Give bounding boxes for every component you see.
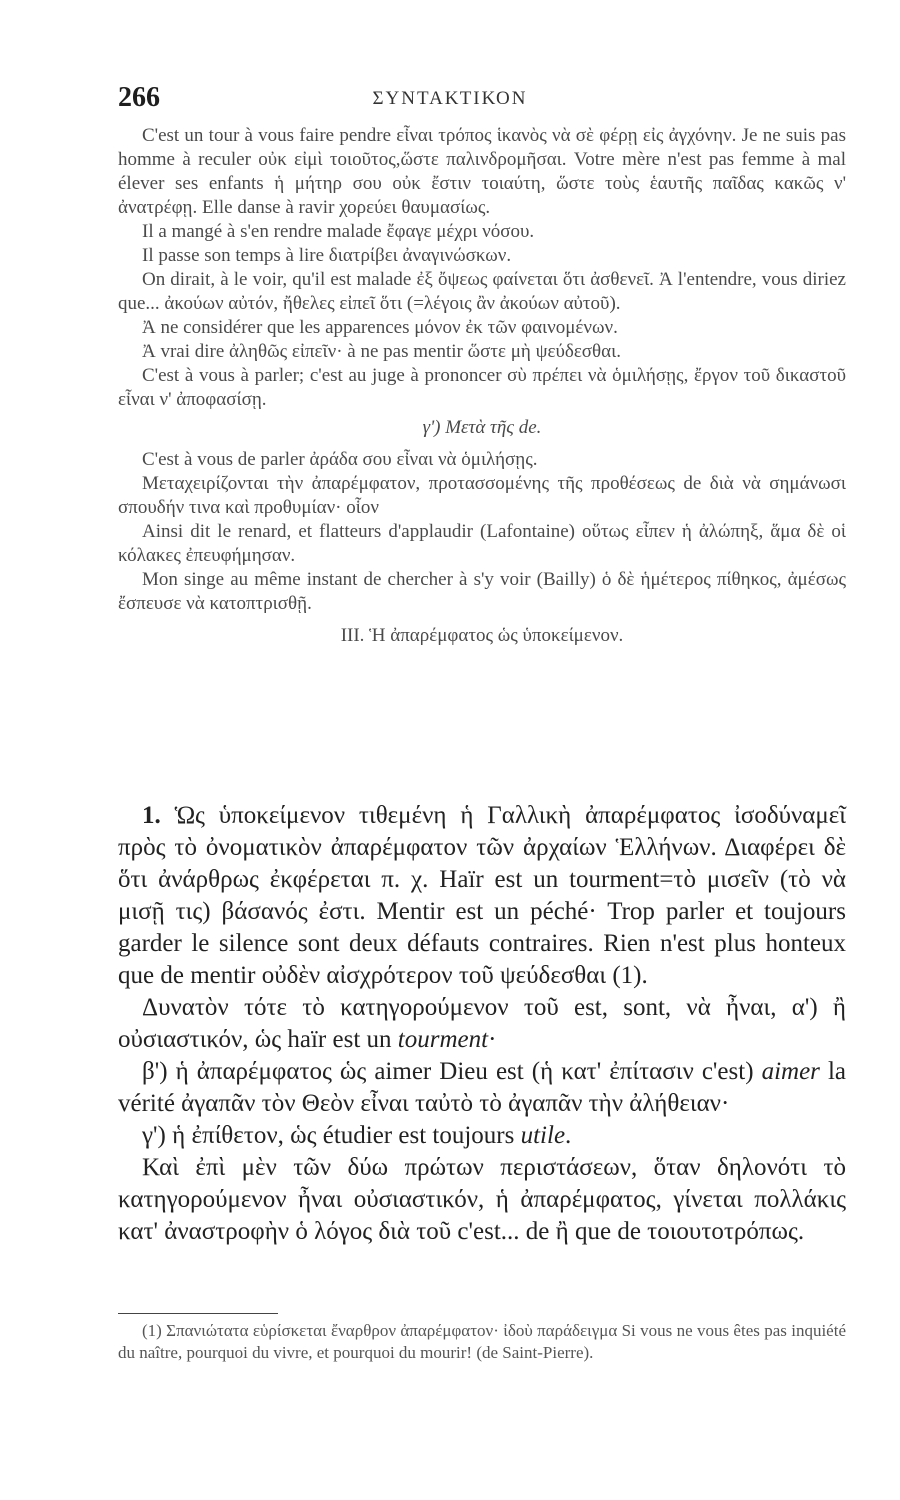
paragraph (118, 1056, 846, 1120)
text-run: γ') ἡ ἐπίθετον, ὡς étudier est toujours (142, 1122, 521, 1149)
footnote-rule (118, 1313, 278, 1314)
italic-word: utile (520, 1122, 566, 1149)
paragraph-number: 1. (142, 802, 161, 829)
paragraph: Ainsi dit le renard, et flatteurs d'applaudir (Lafontaine) οὕτως εἶπεν ἡ ἀλώπηξ, ἅμα δὲ οἱ κόλακες ἐπευφήμησαν. (118, 521, 846, 566)
text-run: β') ἡ ἀπαρέμφατος ὡς aimer Dieu est (ἡ κατ' ἐπίτασιν c'est) (142, 1058, 762, 1085)
paragraph (118, 1120, 846, 1152)
paragraph-text: Ὡς ὑποκείμενον τιθεμένη ἡ Γαλλικὴ ἀπαρέμφατος ἰσοδύναμεῖ πρὸς τὸ ὀνοματικὸν ἀπαρέμφατον τῶν ἀρχαίων Ἑλλήνων. Διαφέρει δὲ ὅτι ἀνάρθρως ἐκφέρεται π. χ. Haïr est un tourment=τὸ μισεῖν (τὸ νὰ μισῇ τις) βάσανός ἐστι. Mentir est un péché· Trop parler et toujours garder le silence sont deux défauts contraires. Rien n'est plus honteux que de mentir οὐδὲν αἰσχρότερον τοῦ ψεύδεσθαι (1). (118, 802, 847, 989)
section-heading: ΙΙΙ. Ἡ ἀπαρέμφατος ὡς ὑποκείμενον. (340, 625, 624, 646)
text-run: la vérité ἀγαπᾶν τὸν Θεὸν εἶναι ταὐτὸ τὸ ἀγαπᾶν τὴν ἀλήθειαν· (118, 1058, 846, 1117)
paragraph (118, 992, 846, 1056)
paragraph: C'est à vous à parler; c'est au juge à prononcer σὺ πρέπει νὰ ὁμιλήσῃς, ἔργον τοῦ δικαστοῦ εἶναι ν' ἀποφασίσῃ. (118, 365, 846, 410)
paragraph: C'est à vous de parler ἀράδα σου εἶναι νὰ ὁμιλήσῃς. (142, 449, 538, 470)
italic-word: aimer (761, 1058, 820, 1085)
numbered-paragraph (118, 800, 846, 992)
footnote-text: (1) Σπανιώτατα εὑρίσκεται ἔναρθρον ἀπαρέμφατον· ἰδοὺ παράδειγμα Si vous ne vous êtes pas inquiété du naître, pourquoi du vivre, et pourquoi du mourir! (de Saint-Pierre). (118, 1321, 846, 1362)
page-number: 266 (118, 82, 160, 113)
paragraph: Mon singe au même instant de chercher à s'y voir (Bailly) ὁ δὲ ἡμέτερος πίθηκος, ἀμέσως ἔσπευσε νὰ κατοπτρισθῇ. (118, 569, 846, 614)
text-run: · (488, 1026, 497, 1053)
text-run: . (565, 1122, 572, 1149)
paragraph: Καὶ ἐπὶ μὲν τῶν δύω πρώτων περιστάσεων, ὅταν δηλονότι τὸ κατηγορούμενον ἦναι οὐσιαστικόν, ἡ ἀπαρέμφατος, γίνεται πολλάκις κατ' ἀναστροφὴν ὁ λόγος διὰ τοῦ c'est... de ἢ que de τοιουτοτρόπως. (118, 1154, 846, 1245)
footnote (118, 1320, 846, 1364)
paragraph: On dirait, à le voir, qu'il est malade ἐξ ὄψεως φαίνεται ὅτι ἀσθενεῖ. Ἀ l'entendre, vous diriez que... ἀκούων αὐτόν, ἤθελες εἰπεῖ ὅτι (=λέγοις ἂν ἀκούων αὐτοῦ). (118, 269, 846, 314)
upper-text-block (118, 124, 846, 652)
paragraph: Ἀ vrai dire ἀληθῶς εἰπεῖν· à ne pas mentir ὥστε μὴ ψεύδεσθαι. (142, 341, 621, 362)
text-run: Δυνατὸν τότε τὸ κατηγορούμενον τοῦ est, sont, νὰ ἦναι, α') ἢ οὐσιαστικόν, ὡς haïr est un (118, 994, 846, 1053)
italic-word: tourment (397, 1026, 489, 1053)
running-title: ΣΥΝΤΑΚΤΙΚΟΝ (372, 88, 528, 109)
paragraph: Il a mangé à s'en rendre malade ἔφαγε μέχρι νόσου. (142, 221, 535, 242)
paragraph: Il passe son temps à lire διατρίβει ἀναγινώσκων. (142, 245, 512, 266)
lower-text-block (118, 800, 846, 1248)
paragraph: C'est un tour à vous faire pendre εἶναι τρόπος ἱκανὸς νὰ σὲ φέρῃ εἰς ἀγχόνην. Je ne suis pas homme à reculer οὐκ εἰμὶ τοιοῦτος,ὥστε παλινδρομῆσαι. Votre mère n'est pas femme à mal élever ses enfants ἡ μήτηρ σου οὐκ ἔστιν τοιαύτη, ὥστε τοὺς ἑαυτῆς παῖδας κακῶς ν' ἀνατρέφῃ. Elle danse à ravir χορεύει θαυμασίως. (118, 125, 846, 218)
paragraph: Μεταχειρίζονται τὴν ἀπαρέμφατον, προτασσομένης τῆς προθέσεως de διὰ νὰ σημάνωσι σπουδήν τινα καὶ προθυμίαν· οἷον (118, 473, 846, 518)
subsection-heading: γ') Μετὰ τῆς de. (422, 417, 542, 438)
paragraph: Ἀ ne considérer que les apparences μόνον ἐκ τῶν φαινομένων. (142, 317, 618, 338)
